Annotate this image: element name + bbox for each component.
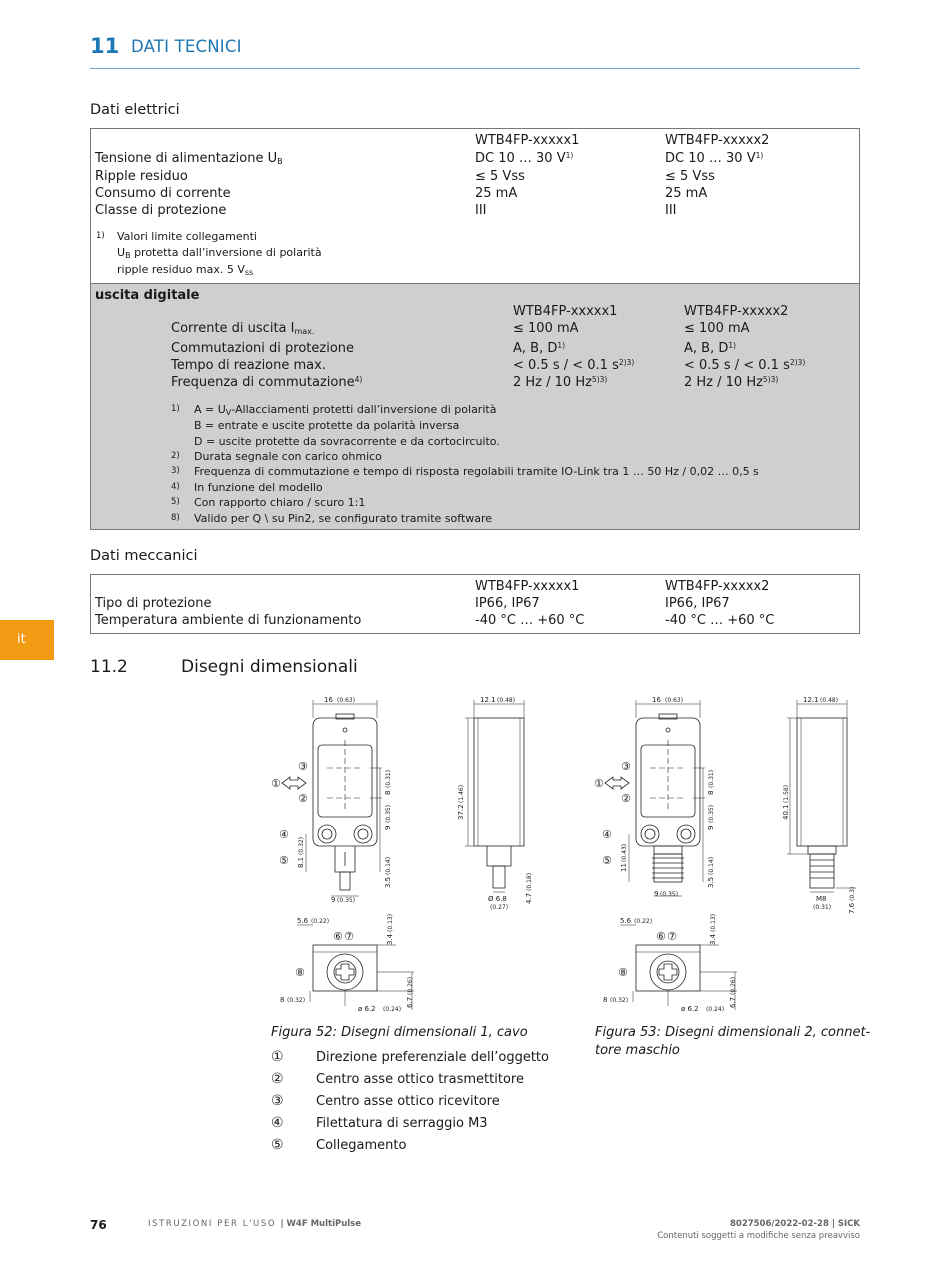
legend-number: ⑤ xyxy=(271,1137,284,1153)
section-title: Disegni dimensionali xyxy=(181,657,358,677)
dim-label: (0.14) xyxy=(708,856,715,875)
dim-label: (0.24) xyxy=(706,1006,725,1013)
footnote-text: $A = U_V$-Allacciamenti protetti dall’inversione di polarità xyxy=(194,403,497,417)
callout-2: ② xyxy=(621,792,631,805)
figure-53-caption-line1: Figura 53: Disegni dimensionali 2, connet- xyxy=(595,1025,871,1040)
callout-4: ④ xyxy=(602,828,612,841)
row-label: Temperatura ambiente di funzionamento xyxy=(95,613,362,628)
col-header-2: WTB4FP-xxxxx2 xyxy=(665,133,770,148)
row-value: III xyxy=(665,203,677,218)
dim-label: (0.3) xyxy=(849,886,856,901)
chapter-title: DATI TECNICI xyxy=(131,37,242,56)
dim-label: (0.13) xyxy=(387,913,394,932)
col-header-2: WTB4FP-xxxxx2 xyxy=(684,304,789,319)
mechanical-heading: Dati meccanici xyxy=(90,548,198,564)
callout-1: ① xyxy=(594,777,604,790)
col-header-2: WTB4FP-xxxxx2 xyxy=(665,579,770,594)
footnote-text: $U_B$ protetta dall’inversione di polarità xyxy=(117,246,322,260)
footnote-text: Frequenza di commutazione e tempo di risposta regolabili tramite IO-Link tra 1 … 50 Hz / 0,02 … 0,5 s xyxy=(194,465,759,478)
figure-53-caption-line2: tore maschio xyxy=(595,1043,680,1058)
electrical-heading: Dati elettrici xyxy=(90,102,180,118)
dim-label: 12.1 xyxy=(803,696,819,704)
dim-label: (0.48) xyxy=(497,697,516,704)
dim-label: (0.35) xyxy=(385,804,392,823)
row-value: 2 Hz / 10 $Hz^{5)3)}$ xyxy=(684,375,779,390)
callout-3: ③ xyxy=(298,760,308,773)
drawing-cable-side xyxy=(465,700,524,892)
dim-label: (0.48) xyxy=(820,697,839,704)
row-value: ≤ 100 mA xyxy=(513,321,579,336)
dim-label: (1.46) xyxy=(458,784,465,803)
dim-label: (0.32) xyxy=(610,997,629,1004)
row-value: A, B, $D^{1)}$ xyxy=(513,341,566,356)
dim-label: 9 xyxy=(707,825,715,830)
col-header-1: WTB4FP-xxxxx1 xyxy=(513,304,618,319)
dim-label: 8 xyxy=(707,790,715,795)
legend-text: Centro asse ottico trasmettitore xyxy=(316,1072,524,1087)
language-tab[interactable]: it xyxy=(0,620,54,660)
callout-5: ⑤ xyxy=(279,854,289,867)
row-label: Tempo di reazione max. xyxy=(171,358,326,373)
dim-label: 3.5 xyxy=(707,876,715,888)
dim-label: (0.22) xyxy=(311,918,330,925)
row-value: -40 °C … +60 °C xyxy=(665,613,775,628)
dim-label: 3.4 xyxy=(709,933,717,945)
page-number: 76 xyxy=(90,1218,107,1232)
row-label: Tipo di protezione xyxy=(95,596,212,611)
dim-label: 4.7 xyxy=(525,892,533,904)
legend-text: Direzione preferenziale dell’oggetto xyxy=(316,1050,549,1065)
dim-label: 16 xyxy=(652,696,661,704)
drawing-connector-bottom xyxy=(620,925,737,1010)
dim-label: 8 xyxy=(603,996,608,1004)
dim-label: (1.58) xyxy=(783,784,790,803)
row-value: IP66, IP67 xyxy=(475,596,540,611)
dim-label: (0.31) xyxy=(813,904,832,911)
callout-6: ⑥ xyxy=(656,930,666,943)
dim-label: (0.24) xyxy=(383,1006,402,1013)
footnote-text: In funzione del modello xyxy=(194,481,323,494)
dim-label: 37.2 xyxy=(457,804,465,820)
footnote-number: 8) xyxy=(171,513,180,523)
chapter-number: 11 xyxy=(90,34,120,58)
dim-label: 3.5 xyxy=(384,876,392,888)
legend-number: ③ xyxy=(271,1093,284,1109)
dim-label: (0.31) xyxy=(708,769,715,788)
dim-label: 12.1 xyxy=(480,696,496,704)
dim-label: 7.6 xyxy=(848,902,856,914)
footnote-number: 1) xyxy=(171,404,180,414)
dim-label: (0.32) xyxy=(287,997,306,1004)
dim-label: 9 xyxy=(331,896,336,904)
footnote-number: 4) xyxy=(171,482,180,492)
dim-label: (0.22) xyxy=(634,918,653,925)
dim-label: 8.1 xyxy=(297,856,305,868)
footnote-text: Durata segnale con carico ohmico xyxy=(194,450,382,463)
dim-label: (0.35) xyxy=(708,804,715,823)
dim-label: (0.35) xyxy=(337,897,356,904)
dim-label: 9 xyxy=(654,890,659,898)
row-value: ≤ 100 mA xyxy=(684,321,750,336)
footnote-text: ripple residuo max. 5 $V_{ss}$ xyxy=(117,263,254,277)
dim-label: (0.35) xyxy=(660,891,679,898)
dim-label: ø 6.2 xyxy=(681,1005,699,1013)
dim-label: 9 xyxy=(384,825,392,830)
dim-label: (0.27) xyxy=(490,904,509,911)
footnote-text: Con rapporto chiaro / scuro 1:1 xyxy=(194,496,366,509)
row-label: Consumo di corrente xyxy=(95,186,231,201)
figure-52-caption: Figura 52: Disegni dimensionali 1, cavo xyxy=(271,1025,528,1040)
footnote-number: 2) xyxy=(171,451,180,461)
row-label: Commutazioni di protezione xyxy=(171,341,355,356)
footnote-number: 5) xyxy=(171,497,180,507)
col-header-1: WTB4FP-xxxxx1 xyxy=(475,579,580,594)
legend-number: ② xyxy=(271,1071,284,1087)
callout-7: ⑦ xyxy=(667,930,677,943)
dim-label: (0.13) xyxy=(710,913,717,932)
row-value: 25 mA xyxy=(665,186,708,201)
row-label: Tensione di alimentazione $U_B$ xyxy=(95,151,283,166)
footer-note: Contenuti soggetti a modifiche senza preavviso xyxy=(657,1231,860,1241)
section-number: 11.2 xyxy=(90,657,128,677)
row-value: IP66, IP67 xyxy=(665,596,730,611)
legend-text: Collegamento xyxy=(316,1138,407,1153)
callout-7: ⑦ xyxy=(344,930,354,943)
footer-ref-code: 8027506/2022-02-28 | SICK xyxy=(729,1219,860,1229)
dim-label: M8 xyxy=(816,895,827,903)
footnote-text: Valido per Q \ su Pin2, se configurato tramite software xyxy=(194,512,493,525)
dim-label: (0.18) xyxy=(526,872,533,891)
row-label: Ripple residuo xyxy=(95,169,188,184)
dim-label: (0.31) xyxy=(385,769,392,788)
callout-5: ⑤ xyxy=(602,854,612,867)
dim-label: (0.14) xyxy=(385,856,392,875)
dim-label: (0.43) xyxy=(621,843,628,862)
dim-label: Ø 6.8 xyxy=(488,895,507,903)
footer-document: ISTRUZIONI PER L'USO | W4F MultiPulse xyxy=(148,1219,362,1229)
dim-label: ø 6.2 xyxy=(358,1005,376,1013)
footnote-number: 1) xyxy=(96,231,105,241)
dim-label: 8 xyxy=(384,790,392,795)
dim-label: 6.7 xyxy=(729,996,737,1008)
dim-label: 6.7 xyxy=(406,996,414,1008)
row-value: DC 10 … 30 $V^{1)}$ xyxy=(475,151,574,166)
dim-label: (0.63) xyxy=(665,697,684,704)
footer-reference xyxy=(657,1218,860,1242)
row-label: Corrente di uscita $I_{max.}$ xyxy=(171,321,315,336)
row-value: 25 mA xyxy=(475,186,518,201)
callout-6: ⑥ xyxy=(333,930,343,943)
dim-label: (0.32) xyxy=(298,836,305,855)
dim-label: 11 xyxy=(620,863,628,872)
col-header-1: WTB4FP-xxxxx1 xyxy=(475,133,580,148)
row-value: DC 10 … 30 $V^{1)}$ xyxy=(665,151,764,166)
row-value: -40 °C … +60 °C xyxy=(475,613,585,628)
dim-label: 5.6 xyxy=(620,917,632,925)
row-value: < 0.5 s / < 0.1 $s^{2)3)}$ xyxy=(513,358,635,373)
digital-heading: uscita digitale xyxy=(95,288,200,303)
callout-3: ③ xyxy=(621,760,631,773)
dim-label: 5.6 xyxy=(297,917,309,925)
footnote-text: D = uscite protette da sovracorrente e da cortocircuito. xyxy=(194,435,500,448)
footnote-text: B = entrate e uscite protette da polarità inversa xyxy=(194,419,460,432)
dim-label: 8 xyxy=(280,996,285,1004)
row-value: A, B, $D^{1)}$ xyxy=(684,341,737,356)
legend-text: Centro asse ottico ricevitore xyxy=(316,1094,500,1109)
dim-label: (0.26) xyxy=(730,976,737,995)
row-value: < 0.5 s / < 0.1 $s^{2)3)}$ xyxy=(684,358,806,373)
drawing-connector-side xyxy=(787,700,856,892)
legend-number: ① xyxy=(271,1049,284,1065)
callout-8: ⑧ xyxy=(295,966,305,979)
footnote-number: 3) xyxy=(171,466,180,476)
callout-8: ⑧ xyxy=(618,966,628,979)
dim-label: 16 xyxy=(324,696,333,704)
legend-number: ④ xyxy=(271,1115,284,1131)
row-label: Classe di protezione xyxy=(95,203,227,218)
dim-label: 3.4 xyxy=(386,933,394,945)
callout-4: ④ xyxy=(279,828,289,841)
dim-label: (0.63) xyxy=(337,697,356,704)
row-value: ≤ 5 Vss xyxy=(475,169,525,184)
row-value: III xyxy=(475,203,487,218)
row-label: Frequenza di commutazione$^{4)}$ xyxy=(171,375,363,390)
callout-2: ② xyxy=(298,792,308,805)
row-value: 2 Hz / 10 $Hz^{5)3)}$ xyxy=(513,375,608,390)
dim-label: 40.1 xyxy=(782,804,790,820)
legend-text: Filettatura di serraggio M3 xyxy=(316,1116,488,1131)
dim-label: (0.26) xyxy=(407,976,414,995)
row-value: ≤ 5 Vss xyxy=(665,169,715,184)
drawing-cable-bottom xyxy=(297,925,414,1010)
footnote-text: Valori limite collegamenti xyxy=(117,230,257,243)
callout-1: ① xyxy=(271,777,281,790)
